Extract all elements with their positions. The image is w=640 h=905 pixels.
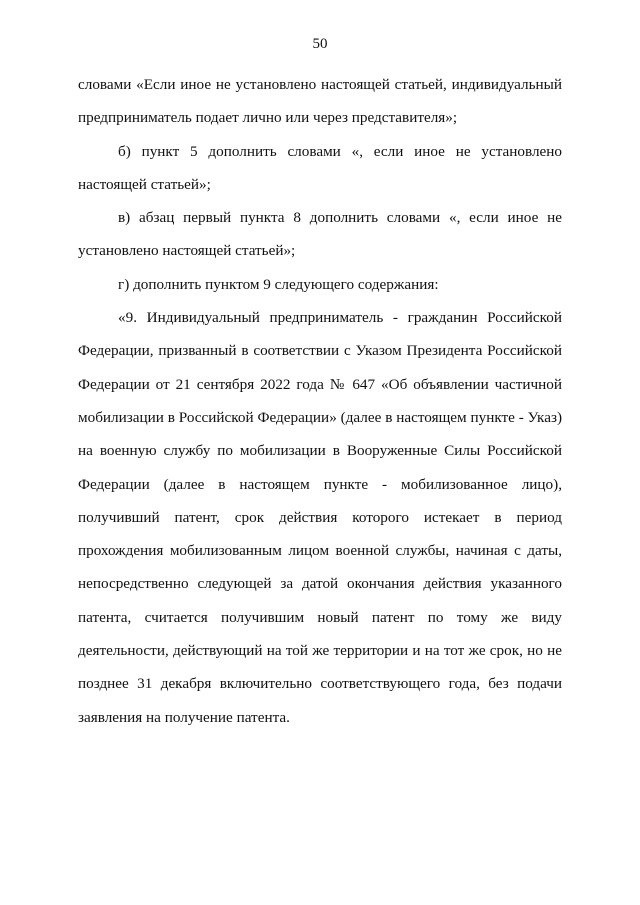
paragraph bbox=[78, 201, 562, 268]
text-line: настоящей статьей»; bbox=[78, 175, 211, 193]
text-line: Федерации (далее в настоящем пункте - мобилизованное лицо), bbox=[78, 475, 562, 493]
text-line: г) дополнить пунктом 9 следующего содержания: bbox=[118, 275, 439, 293]
text-line: на военную службу по мобилизации в Вооруженные Силы Российской bbox=[78, 442, 562, 460]
text-line: предприниматель подает лично или через представителя»; bbox=[78, 109, 458, 127]
paragraph bbox=[78, 135, 562, 202]
text-line: патента, считается получившим новый патент по тому же виду bbox=[78, 608, 562, 626]
text-line: прохождения мобилизованным лицом военной службы, начиная с даты, bbox=[78, 542, 562, 560]
paragraph bbox=[78, 301, 562, 734]
text-line: мобилизации в Российской Федерации» (далее в настоящем пункте - Указ) bbox=[78, 408, 562, 426]
text-line: «9. Индивидуальный предприниматель - гражданин Российской bbox=[118, 309, 562, 327]
text-line: словами «Если иное не установлено настоящей статьей, индивидуальный bbox=[78, 76, 562, 93]
paragraph bbox=[78, 68, 562, 135]
text-line: Федерации от 21 сентября 2022 года № 647 «Об объявлении частичной bbox=[78, 375, 562, 393]
page-number: 50 bbox=[312, 36, 328, 52]
text-line: установлено настоящей статьей»; bbox=[78, 242, 296, 260]
document-body bbox=[78, 68, 562, 734]
text-line: заявления на получение патента. bbox=[78, 708, 290, 726]
text-line: в) абзац первый пункта 8 дополнить словами «, если иное не bbox=[118, 209, 562, 227]
text-line: б) пункт 5 дополнить словами «, если иное не установлено bbox=[118, 142, 562, 160]
text-line: получивший патент, срок действия которого истекает в период bbox=[78, 508, 562, 526]
text-line: непосредственно следующей за датой окончания действия указанного bbox=[78, 575, 562, 593]
paragraph bbox=[78, 268, 562, 301]
text-line: деятельности, действующий на той же территории и на тот же срок, но не bbox=[78, 642, 562, 660]
text-line: Федерации, призванный в соответствии с Указом Президента Российской bbox=[78, 342, 562, 360]
text-line: позднее 31 декабря включительно соответствующего года, без подачи bbox=[78, 675, 562, 693]
